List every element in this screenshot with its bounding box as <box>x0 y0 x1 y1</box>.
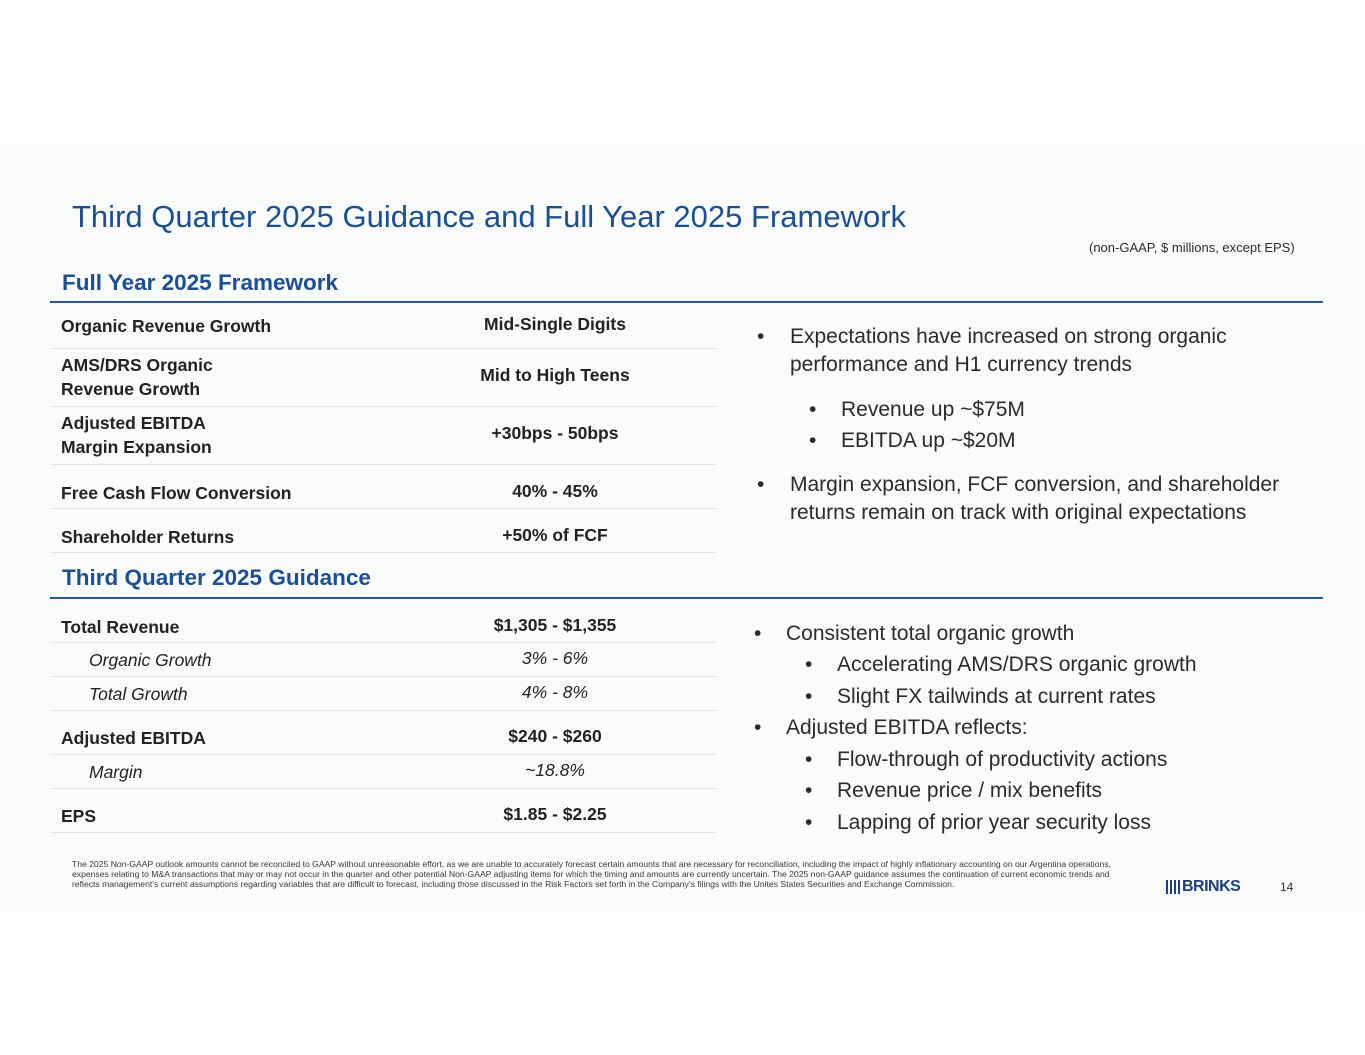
row-label: Organic Growth <box>89 650 212 670</box>
units-note: (non-GAAP, $ millions, except EPS) <box>1089 240 1295 255</box>
row-value: 3% - 6% <box>521 648 589 668</box>
bullet-text: Accelerating AMS/DRS organic growth <box>837 653 1197 676</box>
row-label: Margin <box>89 762 143 782</box>
row-label: Adjusted EBITDA <box>61 728 206 748</box>
bullet-icon: • <box>809 398 817 421</box>
bullet-text: Margin expansion, FCF conversion, and shareholder <box>790 473 1280 496</box>
table-row <box>50 789 717 833</box>
bullet-icon: • <box>757 325 765 348</box>
row-value: Mid to High Teens <box>480 365 630 385</box>
table-row <box>50 677 717 711</box>
logo-bars-icon <box>1166 880 1180 894</box>
row-label: Shareholder Returns <box>61 527 235 547</box>
row-label: EPS <box>61 806 97 826</box>
bullet-text: Adjusted EBITDA reflects: <box>786 716 1028 739</box>
bullet-continuation: returns remain on track with original expectations <box>790 501 1247 524</box>
row-value: $1,305 - $1,355 <box>493 615 617 635</box>
row-value: ~18.8% <box>525 760 585 780</box>
row-value: $240 - $260 <box>508 726 602 746</box>
bullet-icon: • <box>757 473 765 496</box>
row-label: Total Growth <box>89 684 188 704</box>
table-row <box>50 303 717 349</box>
table-row <box>50 755 717 789</box>
bullet-icon: • <box>805 748 813 771</box>
slide <box>0 143 1365 911</box>
bullet-text: Expectations have increased on strong organic <box>790 325 1227 348</box>
row-value: +30bps - 50bps <box>491 423 619 443</box>
table-row <box>50 509 717 553</box>
table-row <box>50 643 717 677</box>
bullet-icon: • <box>805 811 813 834</box>
bullet-text: Consistent total organic growth <box>786 622 1075 645</box>
table-row <box>50 465 717 509</box>
row-label: AMS/DRS Organic Revenue Growth <box>61 355 213 399</box>
bullet-text: Flow-through of productivity actions <box>837 748 1168 771</box>
table-row <box>50 407 717 465</box>
row-label: Free Cash Flow Conversion <box>61 483 292 503</box>
bullet-text: Revenue up ~$75M <box>841 398 1025 421</box>
row-value: $1.85 - $2.25 <box>503 804 607 824</box>
bullet-text: EBITDA up ~$20M <box>841 429 1016 452</box>
row-value: 4% - 8% <box>521 682 589 702</box>
bullet-text: Slight FX tailwinds at current rates <box>837 685 1156 708</box>
bullet-text: Revenue price / mix benefits <box>837 779 1102 802</box>
bullet-icon: • <box>805 685 813 708</box>
bullet-icon: • <box>809 429 817 452</box>
guidance-heading: Third Quarter 2025 Guidance <box>62 565 371 590</box>
page-title: Third Quarter 2025 Guidance and Full Year 2025 Framework <box>72 199 907 234</box>
row-label: Adjusted EBITDA Margin Expansion <box>61 413 212 457</box>
page-number: 14 <box>1280 880 1294 894</box>
row-label: Organic Revenue Growth <box>61 316 272 336</box>
row-value: +50% of FCF <box>502 525 608 545</box>
logo-text: BRINKS <box>1182 878 1241 895</box>
row-value: 40% - 45% <box>512 481 598 501</box>
bullet-icon: • <box>754 622 762 645</box>
brinks-logo <box>1166 879 1240 895</box>
table-row <box>50 599 717 643</box>
footnote: The 2025 Non-GAAP outlook amounts cannot be reconciled to GAAP without unreasonable effort, as we are unable to accurately forecast certain amounts that are necessary for reconciliation, including the impact of highly inflationary accounting on our Argentina operations, expenses relating to M&A transactions that may or may not occur in the quarter and other potential Non-GAAP adjusting items for which the timing and amounts are currently uncertain. The 2025 non-GAAP guidance assumes the continuation of current economic trends and reflects management’s current assumptions regarding variables that are difficult to forecast, including those discussed in the Risk Factors set forth in the Company’s filings with the Unites States Securities and Exchange Commission. <box>72 859 1112 889</box>
bullet-icon: • <box>805 653 813 676</box>
row-value: Mid-Single Digits <box>484 314 626 334</box>
table-row <box>50 349 717 407</box>
framework-heading: Full Year 2025 Framework <box>62 270 338 295</box>
row-label: Total Revenue <box>61 617 180 637</box>
bullet-icon: • <box>754 716 762 739</box>
bullet-icon: • <box>805 779 813 802</box>
bullet-continuation: performance and H1 currency trends <box>790 353 1132 376</box>
table-row <box>50 711 717 755</box>
bullet-text: Lapping of prior year security loss <box>837 811 1151 834</box>
